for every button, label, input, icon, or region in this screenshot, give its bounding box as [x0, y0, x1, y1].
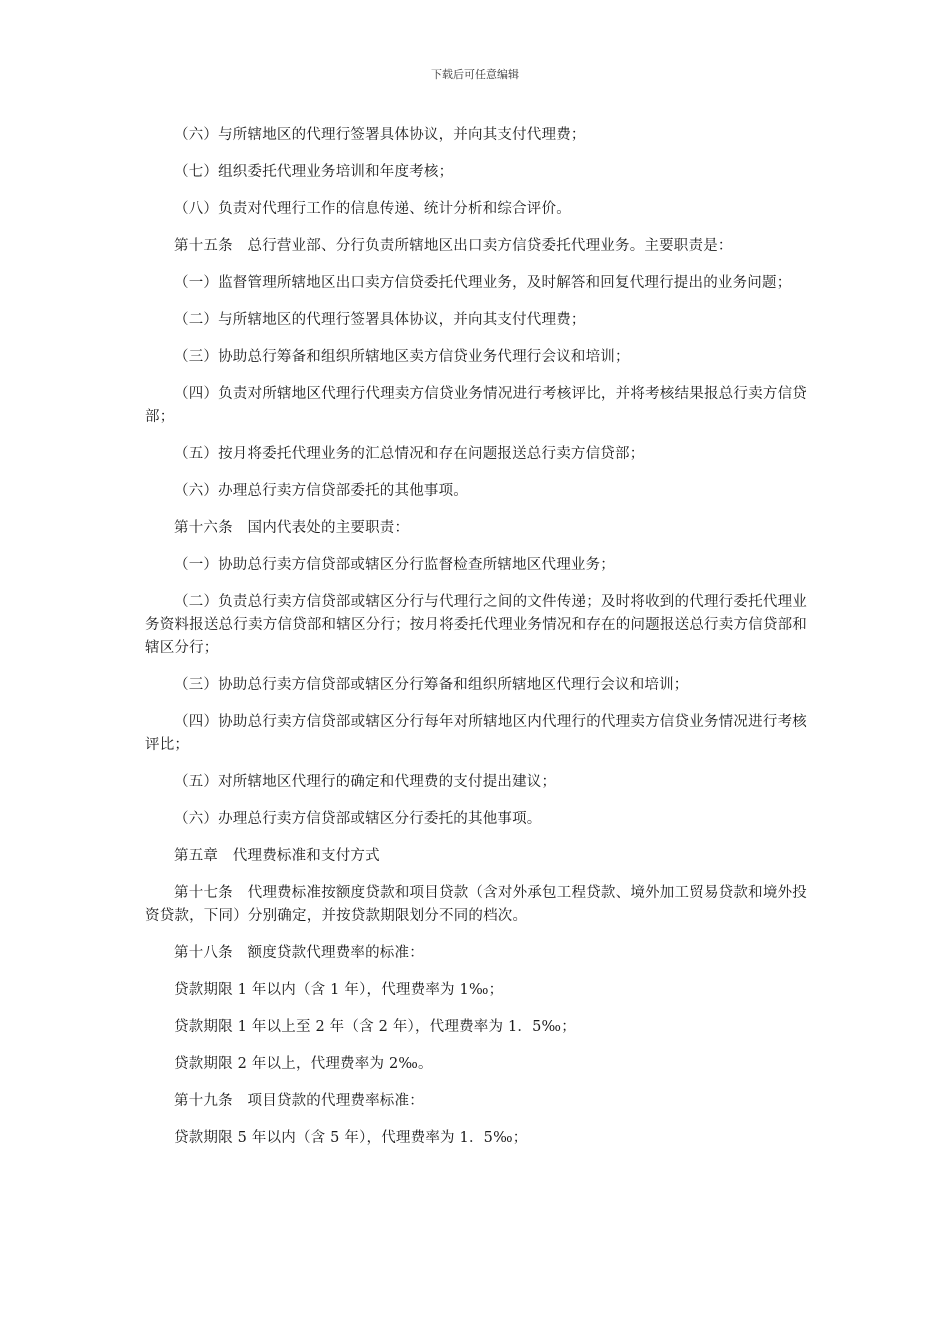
article-heading: 第十五条 总行营业部、分行负责所辖地区出口卖方信贷委托代理业务。主要职责是：	[174, 238, 733, 254]
paragraph: 贷款期限 2 年以上，代理费率为 2‰。	[174, 1056, 433, 1072]
paragraph: （四）负责对所辖地区代理行代理卖方信贷业务情况进行考核评比，并将考核结果报总行卖方信贷部；	[145, 386, 807, 425]
article-heading: 第十八条 额度贷款代理费率的标准：	[174, 945, 424, 961]
paragraph: （三）协助总行筹备和组织所辖地区卖方信贷业务代理行会议和培训；	[174, 349, 630, 365]
paragraph: 贷款期限 1 年以内（含 1 年），代理费率为 1‰；	[174, 982, 504, 998]
paragraph: 贷款期限 1 年以上至 2 年（含 2 年），代理费率为 1．5‰；	[174, 1019, 576, 1035]
page-header: 下载后可任意编辑	[431, 68, 519, 81]
paragraph: （六）办理总行卖方信贷部或辖区分行委托的其他事项。	[174, 811, 542, 827]
article-heading: 第十九条 项目贷款的代理费率标准：	[174, 1093, 424, 1109]
paragraph: （七）组织委托代理业务培训和年度考核；	[174, 164, 454, 180]
chapter-heading: 第五章 代理费标准和支付方式	[174, 848, 380, 864]
paragraph: （六）与所辖地区的代理行签署具体协议，并向其支付代理费；	[174, 127, 586, 143]
paragraph: （四）协助总行卖方信贷部或辖区分行每年对所辖地区内代理行的代理卖方信贷业务情况进行考核评比；	[145, 714, 807, 753]
paragraph: （三）协助总行卖方信贷部或辖区分行筹备和组织所辖地区代理行会议和培训；	[174, 677, 689, 693]
document-body	[145, 124, 807, 1164]
paragraph: （一）监督管理所辖地区出口卖方信贷委托代理业务，及时解答和回复代理行提出的业务问题；	[174, 275, 792, 291]
paragraph: （二）负责总行卖方信贷部或辖区分行与代理行之间的文件传递；及时将收到的代理行委托代理业务资料报送总行卖方信贷部和辖区分行；按月将委托代理业务情况和存在的问题报送总行卖方信贷部和辖区分行；	[145, 594, 807, 656]
paragraph: （六）办理总行卖方信贷部委托的其他事项。	[174, 483, 468, 499]
paragraph: 贷款期限 5 年以内（含 5 年），代理费率为 1．5‰；	[174, 1130, 528, 1146]
article-heading: 第十六条 国内代表处的主要职责：	[174, 520, 410, 536]
paragraph: （一）协助总行卖方信贷部或辖区分行监督检查所辖地区代理业务；	[174, 557, 615, 573]
paragraph: （二）与所辖地区的代理行签署具体协议，并向其支付代理费；	[174, 312, 586, 328]
paragraph: （五）按月将委托代理业务的汇总情况和存在问题报送总行卖方信贷部；	[174, 446, 645, 462]
paragraph: （八）负责对代理行工作的信息传递、统计分析和综合评价。	[174, 201, 571, 217]
paragraph: （五）对所辖地区代理行的确定和代理费的支付提出建议；	[174, 774, 557, 790]
article-heading: 第十七条 代理费标准按额度贷款和项目贷款（含对外承包工程贷款、境外加工贸易贷款和境外投资贷款，下同）分别确定，并按贷款期限划分不同的档次。	[145, 885, 807, 924]
